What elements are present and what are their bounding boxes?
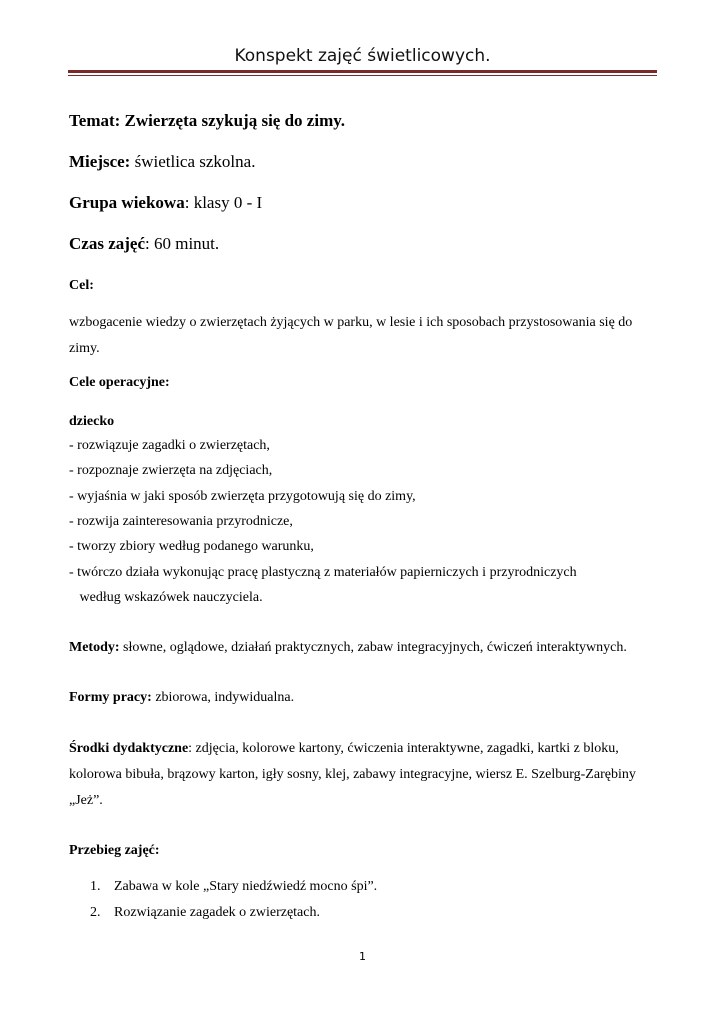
document-header-title: Konspekt zajęć świetlicowych.: [234, 46, 491, 66]
list-item: według wskazówek nauczyciela.: [69, 590, 263, 605]
topic-line: [69, 111, 345, 131]
header-rule-thin: [68, 75, 657, 76]
age-group-value: : klasy 0 - I: [184, 193, 263, 212]
header-rule-thick: [68, 70, 657, 73]
age-group-label: Grupa wiekowa: [69, 193, 185, 212]
operational-goals-label: Cele operacyjne:: [69, 375, 170, 390]
subject-label: dziecko: [69, 414, 115, 429]
goal-label: Cel:: [69, 278, 94, 293]
age-group-line: [69, 193, 262, 213]
operational-goals-subject: [69, 414, 114, 430]
list-item: - tworzy zbiory według podanego warunku,: [69, 539, 314, 554]
list-item-text: Rozwiązanie zagadek o zwierzętach.: [114, 905, 320, 920]
topic-label: Temat: Zwierzęta szykują się do zimy.: [69, 111, 346, 130]
list-item: - wyjaśnia w jaki sposób zwierzęta przygotowują się do zimy,: [69, 489, 416, 504]
methods-label: Metody:: [69, 640, 120, 655]
list-item: - rozpoznaje zwierzęta na zdjęciach,: [69, 463, 273, 478]
place-value: świetlica szkolna.: [130, 152, 256, 171]
list-item-number: 1.: [90, 879, 101, 894]
goal-heading: [69, 278, 94, 294]
course-label: Przebieg zajęć:: [69, 843, 160, 858]
forms-label: Formy pracy:: [69, 690, 152, 705]
methods-value: słowne, oglądowe, działań praktycznych, zabaw integracyjnych, ćwiczeń interaktywnych.: [119, 640, 627, 655]
list-item: - twórczo działa wykonując pracę plastyczną z materiałów papierniczych i przyrodniczych: [69, 565, 577, 580]
course-heading: [69, 843, 160, 859]
list-item: - rozwija zainteresowania przyrodnicze,: [69, 514, 293, 529]
place-line: [69, 152, 255, 172]
list-item-text: Zabawa w kole „Stary niedźwiedź mocno śpi”.: [114, 879, 378, 894]
duration-label: Czas zajęć: [69, 234, 145, 253]
methods-line: [69, 640, 627, 656]
list-item: [90, 905, 320, 921]
place-label: Miejsce:: [69, 152, 131, 171]
list-item: - rozwiązuje zagadki o zwierzętach,: [69, 438, 270, 453]
list-item: [90, 879, 377, 895]
duration-value: : 60 minut.: [145, 234, 220, 253]
goal-text: wzbogacenie wiedzy o zwierzętach żyjących w parku, w lesie i ich sposobach przystosowania się do zimy.: [69, 315, 633, 356]
forms-value: zbiorowa, indywidualna.: [151, 690, 295, 705]
forms-line: [69, 690, 294, 706]
materials-paragraph: [69, 736, 659, 814]
duration-line: [69, 234, 219, 254]
materials-label: Środki dydaktyczne: [69, 741, 189, 756]
list-item-number: 2.: [90, 905, 101, 920]
page-number: 1: [359, 950, 366, 963]
materials-value: : zdjęcia, kolorowe kartony, ćwiczenia interaktywne, zagadki, kartki z bloku, kolorowa bibuła, brązowy karton, igły sosny, klej, zabawy integracyjne, wiersz E. Szelburg-Zarębiny „Jeż”.: [69, 741, 636, 808]
operational-goals-heading: [69, 375, 170, 391]
